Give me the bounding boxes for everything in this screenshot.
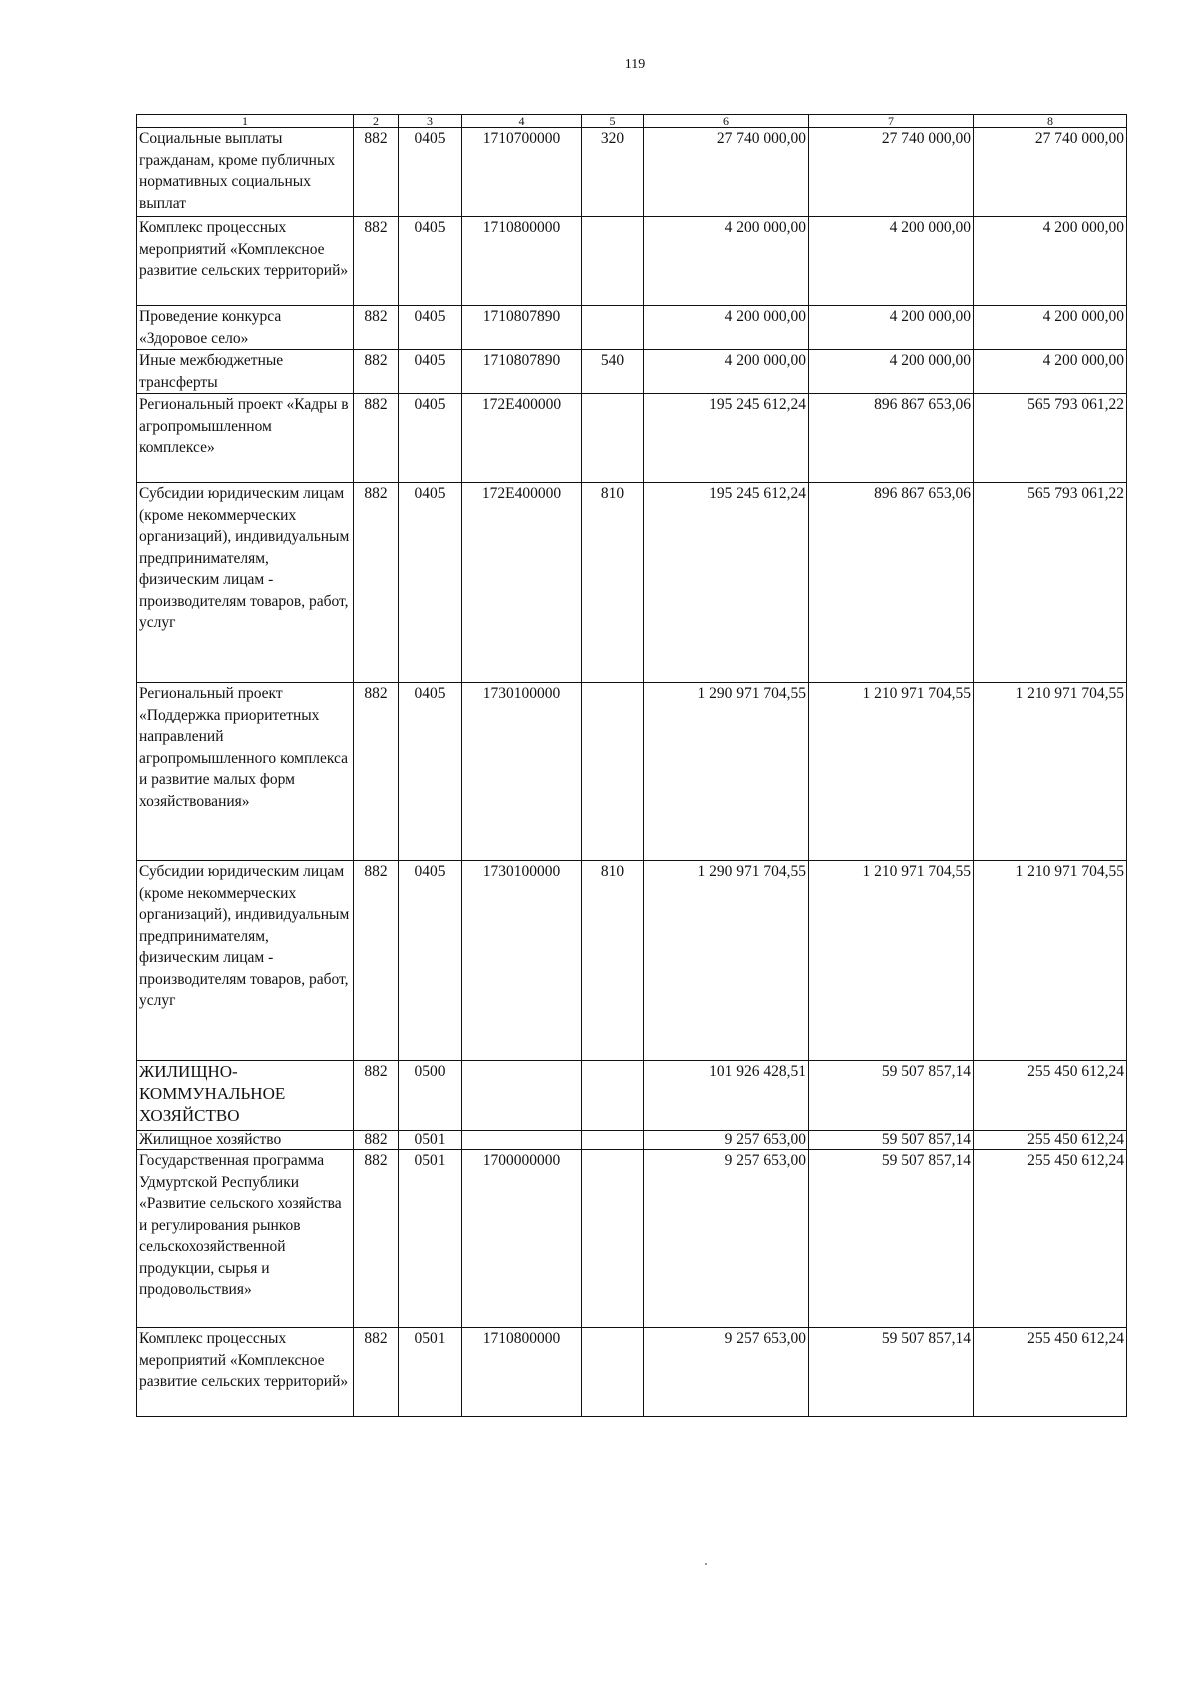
amount-col6: 4 200 000,00 [644, 217, 809, 306]
item-name: Иные межбюджетные трансферты [137, 350, 354, 394]
item-name: Государственная программа Удмуртской Республики «Развитие сельского хозяйства и регулирования рынков сельскохозяйственной продукции, сырья и продовольствия» [137, 1150, 354, 1328]
target-article-code: 1700000000 [462, 1150, 582, 1328]
amount-col6: 195 245 612,24 [644, 483, 809, 683]
table-row [137, 483, 1127, 683]
amount-col8: 4 200 000,00 [974, 306, 1127, 350]
table-row [137, 306, 1127, 350]
amount-col8: 255 450 612,24 [974, 1150, 1127, 1328]
amount-col7: 59 507 857,14 [809, 1150, 974, 1328]
item-name: ЖИЛИЩНО-КОММУНАЛЬНОЕ ХОЗЯЙСТВО [137, 1061, 354, 1131]
table-row [137, 683, 1127, 861]
ministry-code: 882 [354, 128, 399, 217]
amount-col7: 59 507 857,14 [809, 1061, 974, 1131]
target-article-code: 1710800000 [462, 1328, 582, 1417]
target-article-code: 1730100000 [462, 861, 582, 1061]
ministry-code: 882 [354, 394, 399, 483]
table-row [137, 1150, 1127, 1328]
amount-col7: 1 210 971 704,55 [809, 683, 974, 861]
section-code: 0405 [399, 306, 462, 350]
target-article-code: 1730100000 [462, 683, 582, 861]
target-article-code: 1710807890 [462, 350, 582, 394]
amount-col6: 9 257 653,00 [644, 1150, 809, 1328]
amount-col6: 1 290 971 704,55 [644, 683, 809, 861]
expense-type-code [582, 1150, 644, 1328]
table-row [137, 1061, 1127, 1131]
amount-col6: 27 740 000,00 [644, 128, 809, 217]
target-article-code: 1710700000 [462, 128, 582, 217]
amount-col6: 4 200 000,00 [644, 306, 809, 350]
item-name: Социальные выплаты гражданам, кроме публичных нормативных социальных выплат [137, 128, 354, 217]
table-row [137, 394, 1127, 483]
ministry-code: 882 [354, 1328, 399, 1417]
section-code: 0405 [399, 394, 462, 483]
item-name: Субсидии юридическим лицам (кроме некоммерческих организаций), индивидуальным предпринимателям, физическим лицам - производителям товаров, работ, услуг [137, 861, 354, 1061]
table-row [137, 217, 1127, 306]
amount-col8: 4 200 000,00 [974, 217, 1127, 306]
budget-table [136, 114, 1127, 1417]
section-code: 0501 [399, 1131, 462, 1150]
amount-col8: 565 793 061,22 [974, 483, 1127, 683]
amount-col7: 896 867 653,06 [809, 394, 974, 483]
item-name: Региональный проект «Поддержка приоритетных направлений агропромышленного комплекса и развитие малых форм хозяйствования» [137, 683, 354, 861]
expense-type-code [582, 683, 644, 861]
amount-col8: 4 200 000,00 [974, 350, 1127, 394]
table-row [137, 1131, 1127, 1150]
amount-col6: 9 257 653,00 [644, 1328, 809, 1417]
column-header: 2 [354, 115, 399, 128]
ministry-code: 882 [354, 306, 399, 350]
expense-type-code [582, 217, 644, 306]
table-row [137, 1328, 1127, 1417]
ministry-code: 882 [354, 1061, 399, 1131]
column-header: 3 [399, 115, 462, 128]
amount-col8: 255 450 612,24 [974, 1131, 1127, 1150]
target-article-code: 1710800000 [462, 217, 582, 306]
amount-col8: 255 450 612,24 [974, 1061, 1127, 1131]
expense-type-code: 320 [582, 128, 644, 217]
target-article-code [462, 1061, 582, 1131]
amount-col7: 27 740 000,00 [809, 128, 974, 217]
column-header: 6 [644, 115, 809, 128]
ministry-code: 882 [354, 483, 399, 683]
ministry-code: 882 [354, 683, 399, 861]
target-article-code: 172E400000 [462, 394, 582, 483]
section-code: 0405 [399, 683, 462, 861]
amount-col7: 59 507 857,14 [809, 1328, 974, 1417]
expense-type-code [582, 1061, 644, 1131]
item-name: Комплекс процессных мероприятий «Комплексное развитие сельских территорий» [137, 217, 354, 306]
item-name: Жилищное хозяйство [137, 1131, 354, 1150]
column-header: 1 [137, 115, 354, 128]
expense-type-code: 810 [582, 483, 644, 683]
expense-type-code [582, 306, 644, 350]
column-header: 7 [809, 115, 974, 128]
amount-col6: 9 257 653,00 [644, 1131, 809, 1150]
item-name: Субсидии юридическим лицам (кроме некоммерческих организаций), индивидуальным предпринимателям, физическим лицам - производителям товаров, работ, услуг [137, 483, 354, 683]
column-number-row [137, 115, 1127, 128]
amount-col6: 101 926 428,51 [644, 1061, 809, 1131]
amount-col7: 4 200 000,00 [809, 306, 974, 350]
column-header: 8 [974, 115, 1127, 128]
item-name: Проведение конкурса «Здоровое село» [137, 306, 354, 350]
ministry-code: 882 [354, 861, 399, 1061]
ministry-code: 882 [354, 1131, 399, 1150]
amount-col7: 4 200 000,00 [809, 350, 974, 394]
amount-col6: 195 245 612,24 [644, 394, 809, 483]
target-article-code: 1710807890 [462, 306, 582, 350]
item-name: Региональный проект «Кадры в агропромышленном комплексе» [137, 394, 354, 483]
column-header: 5 [582, 115, 644, 128]
expense-type-code: 540 [582, 350, 644, 394]
amount-col6: 1 290 971 704,55 [644, 861, 809, 1061]
table-row [137, 128, 1127, 217]
amount-col7: 896 867 653,06 [809, 483, 974, 683]
item-name: Комплекс процессных мероприятий «Комплексное развитие сельских территорий» [137, 1328, 354, 1417]
amount-col7: 4 200 000,00 [809, 217, 974, 306]
section-code: 0500 [399, 1061, 462, 1131]
target-article-code [462, 1131, 582, 1150]
amount-col6: 4 200 000,00 [644, 350, 809, 394]
ministry-code: 882 [354, 1150, 399, 1328]
amount-col8: 27 740 000,00 [974, 128, 1127, 217]
amount-col8: 1 210 971 704,55 [974, 861, 1127, 1061]
expense-type-code: 810 [582, 861, 644, 1061]
expense-type-code [582, 394, 644, 483]
expense-type-code [582, 1328, 644, 1417]
expense-type-code [582, 1131, 644, 1150]
section-code: 0405 [399, 483, 462, 683]
amount-col8: 565 793 061,22 [974, 394, 1127, 483]
section-code: 0405 [399, 861, 462, 1061]
section-code: 0501 [399, 1328, 462, 1417]
amount-col7: 1 210 971 704,55 [809, 861, 974, 1061]
ministry-code: 882 [354, 350, 399, 394]
page-number: 119 [624, 57, 646, 72]
amount-col8: 1 210 971 704,55 [974, 683, 1127, 861]
table-row [137, 350, 1127, 394]
section-code: 0501 [399, 1150, 462, 1328]
table-row [137, 861, 1127, 1061]
scan-speck [705, 1563, 707, 1565]
column-header: 4 [462, 115, 582, 128]
section-code: 0405 [399, 350, 462, 394]
amount-col7: 59 507 857,14 [809, 1131, 974, 1150]
ministry-code: 882 [354, 217, 399, 306]
section-code: 0405 [399, 217, 462, 306]
section-code: 0405 [399, 128, 462, 217]
amount-col8: 255 450 612,24 [974, 1328, 1127, 1417]
target-article-code: 172E400000 [462, 483, 582, 683]
